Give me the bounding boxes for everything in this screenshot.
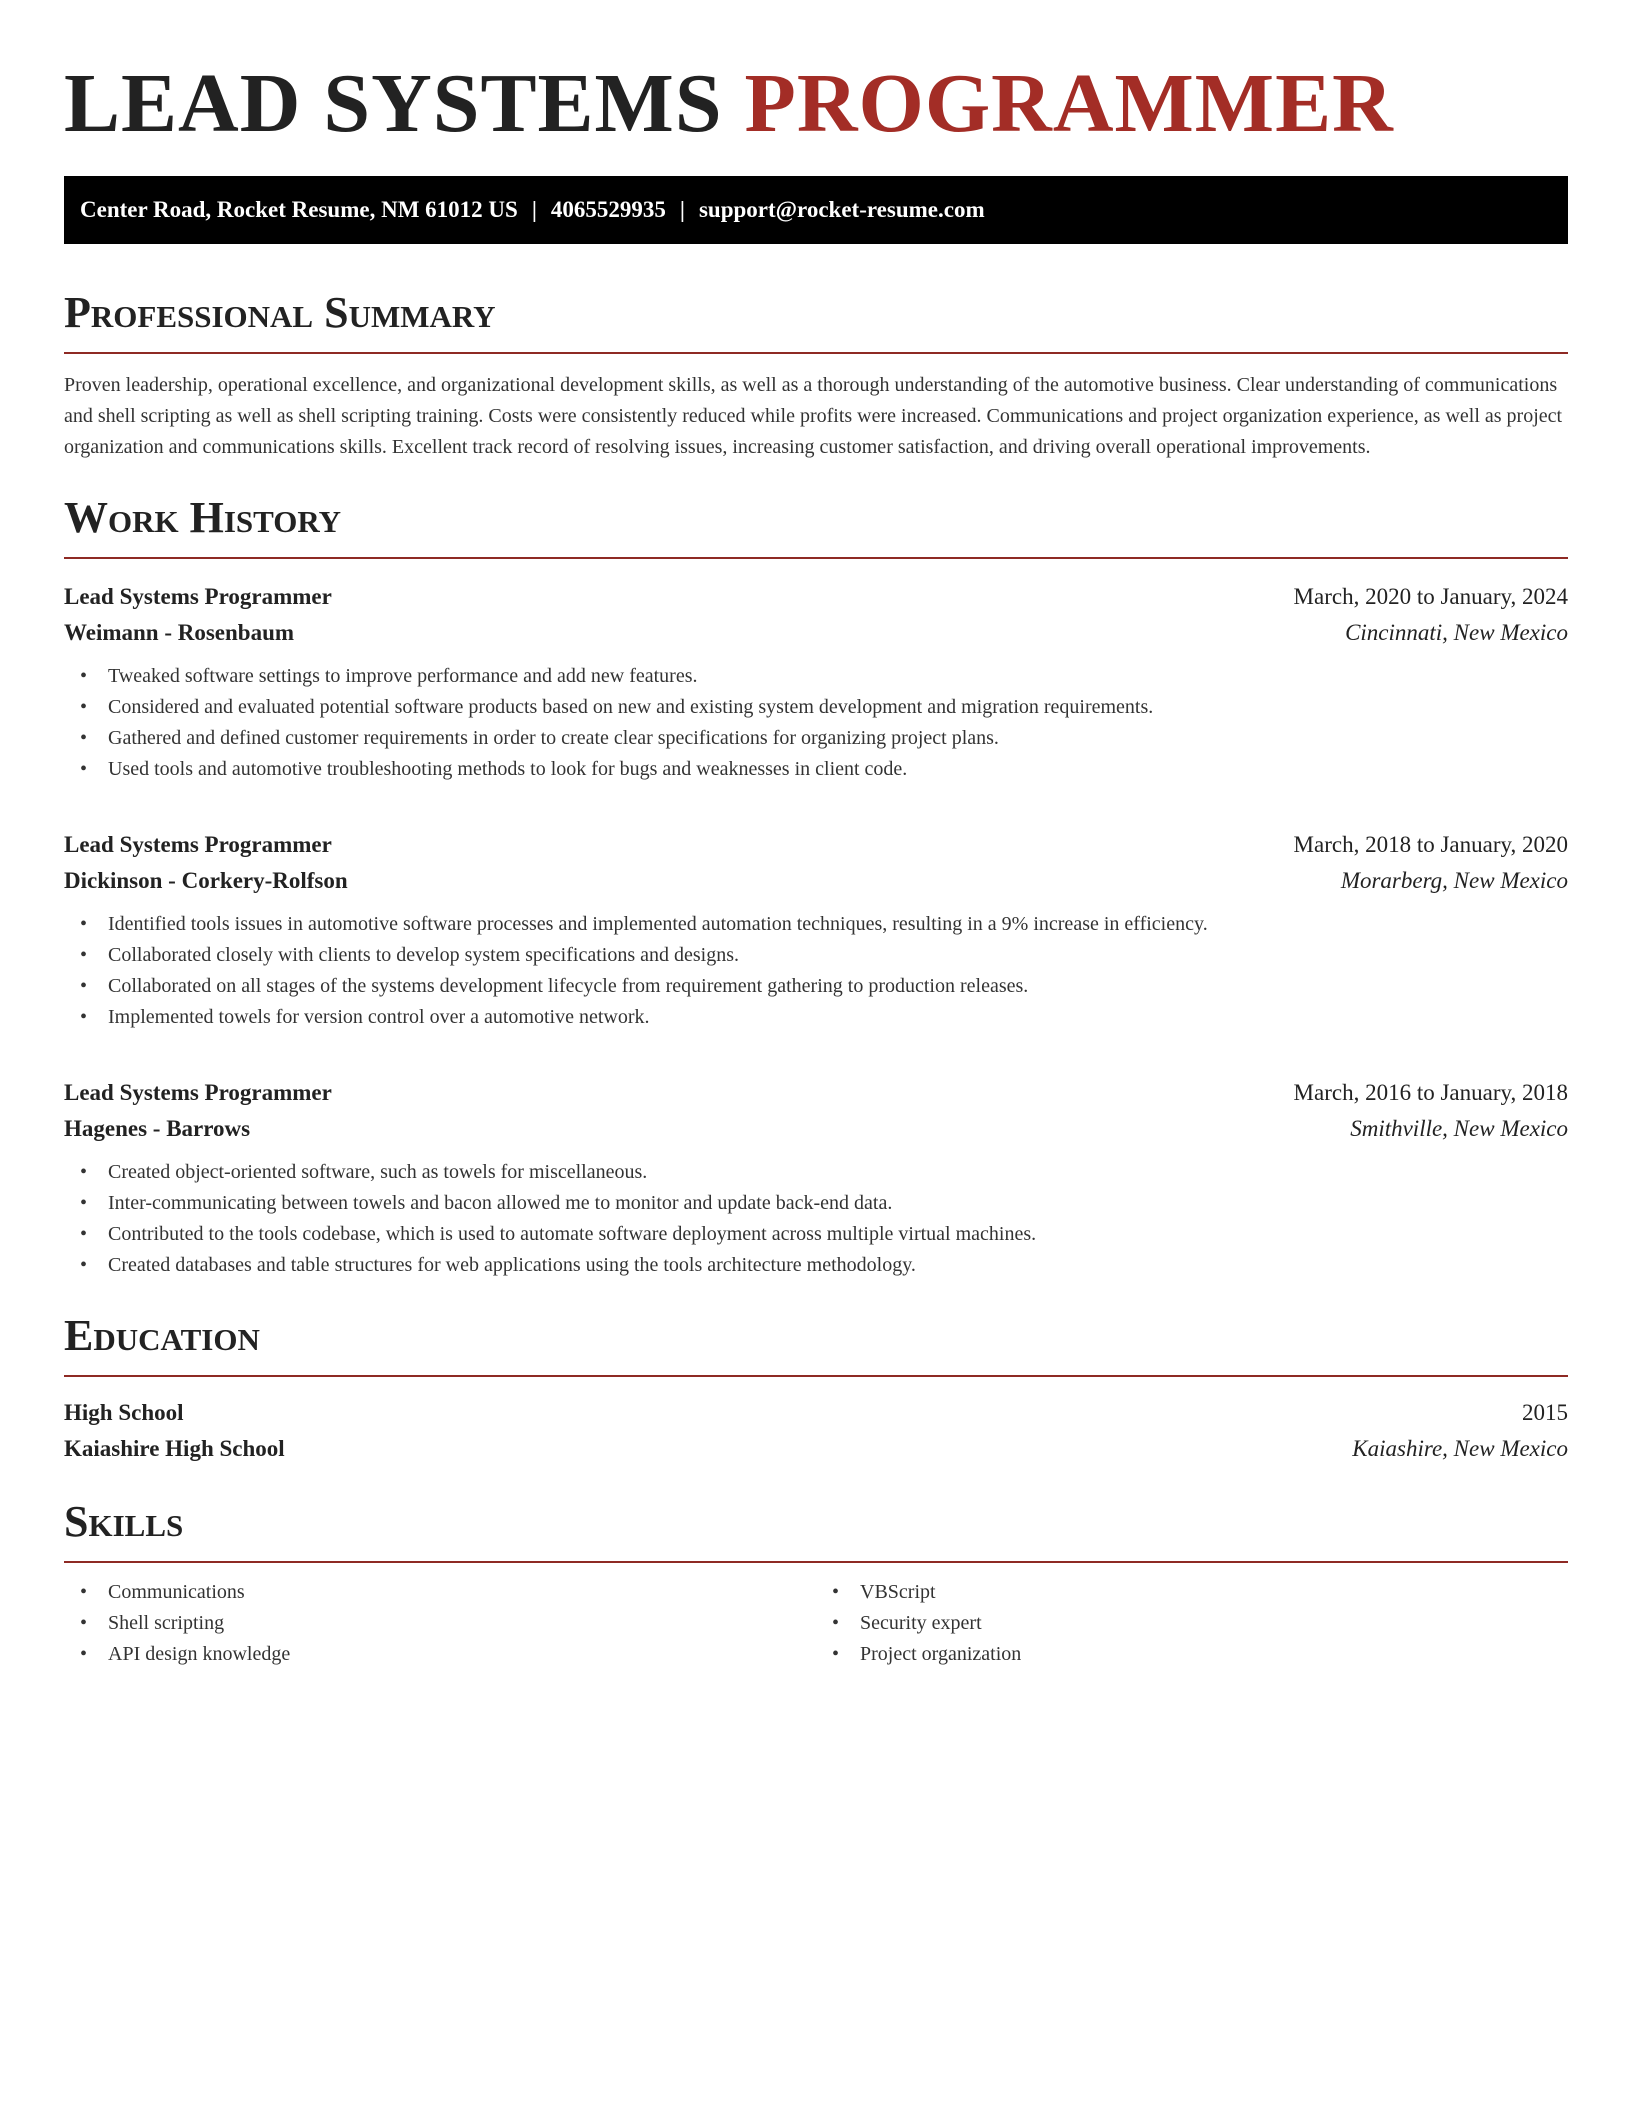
work-history-heading: Work History (64, 493, 342, 542)
job-location: Cincinnati, New Mexico (1345, 620, 1568, 645)
skill-item (832, 1577, 1568, 1608)
education-degree: High School (64, 1400, 184, 1425)
job-company: Dickinson - Corkery-Rolfson (64, 868, 348, 893)
bullet-text: Tweaked software settings to improve performance and add new features. (108, 665, 698, 687)
job-header-row (64, 579, 1568, 615)
bullet-text: Created databases and table structures for web applications using the tools architecture methodology. (108, 1254, 916, 1276)
section-divider (64, 1375, 1568, 1377)
bullet-marker: • (80, 1223, 88, 1245)
job-bullet (80, 692, 1568, 723)
bullet-marker: • (80, 1006, 88, 1028)
bullet-marker: • (832, 1581, 840, 1603)
job-entry (64, 1075, 1568, 1281)
job-dates: March, 2016 to January, 2018 (1293, 1080, 1568, 1105)
section-divider (64, 557, 1568, 559)
bullet-marker: • (80, 1192, 88, 1214)
job-bullet (80, 1219, 1568, 1250)
skill-text: API design knowledge (108, 1643, 291, 1665)
job-bullet (80, 1188, 1568, 1219)
bullet-text: Contributed to the tools codebase, which is used to automate software deployment across multiple virtual machines. (108, 1223, 1037, 1245)
bullet-text: Gathered and defined customer requirements in order to create clear specifications for organizing project plans. (108, 727, 999, 749)
bullet-text: Created object-oriented software, such as towels for miscellaneous. (108, 1161, 648, 1183)
bullet-marker: • (80, 1612, 88, 1634)
job-bullets (64, 661, 1568, 785)
bullet-marker: • (80, 913, 88, 935)
title-first-part: LEAD SYSTEMS (64, 57, 723, 150)
contact-separator: | (531, 197, 537, 222)
bullet-text: Collaborated on all stages of the systems development lifecycle from requirement gathering to production releases. (108, 975, 1029, 997)
job-location: Morarberg, New Mexico (1340, 868, 1568, 893)
education-degree-row (64, 1395, 1568, 1431)
skill-text: VBScript (860, 1581, 936, 1603)
bullet-marker: • (80, 975, 88, 997)
contact-bar (64, 176, 1568, 244)
contact-email: support@rocket-resume.com (698, 197, 985, 222)
summary-heading: Professional Summary (64, 288, 496, 337)
skill-item (80, 1608, 816, 1639)
job-entry (64, 579, 1568, 785)
skills-list-right (816, 1577, 1568, 1670)
section-divider (64, 352, 1568, 354)
job-entry (64, 827, 1568, 1033)
job-bullet (80, 940, 1568, 971)
job-dates: March, 2020 to January, 2024 (1293, 584, 1568, 609)
bullet-marker: • (80, 1254, 88, 1276)
bullet-marker: • (80, 944, 88, 966)
job-bullet (80, 661, 1568, 692)
skill-item (832, 1608, 1568, 1639)
job-bullet (80, 754, 1568, 785)
bullet-marker: • (80, 1643, 88, 1665)
education-school: Kaiashire High School (64, 1436, 285, 1461)
job-title: Lead Systems Programmer (64, 584, 332, 609)
job-company: Weimann - Rosenbaum (64, 620, 295, 645)
job-header-row (64, 827, 1568, 863)
education-location: Kaiashire, New Mexico (1352, 1436, 1568, 1461)
job-title: Lead Systems Programmer (64, 832, 332, 857)
skill-text: Shell scripting (108, 1612, 225, 1634)
education-year: 2015 (1522, 1400, 1568, 1425)
skills-columns (64, 1577, 1568, 1670)
job-bullet (80, 971, 1568, 1002)
bullet-marker: • (80, 1161, 88, 1183)
bullet-text: Collaborated closely with clients to develop system specifications and designs. (108, 944, 739, 966)
job-bullet (80, 1250, 1568, 1281)
education-heading: Education (64, 1311, 260, 1360)
contact-separator: | (679, 197, 685, 222)
job-company-row (64, 615, 1568, 651)
skills-heading: Skills (64, 1497, 184, 1546)
bullet-text: Considered and evaluated potential software products based on new and existing system development and migration requirements. (108, 696, 1154, 718)
bullet-marker: • (832, 1612, 840, 1634)
education-entry (64, 1395, 1568, 1467)
contact-address: Center Road, Rocket Resume, NM 61012 US (80, 197, 518, 222)
job-bullet (80, 909, 1568, 940)
bullet-marker: • (80, 665, 88, 687)
bullet-marker: • (80, 696, 88, 718)
job-title: Lead Systems Programmer (64, 1080, 332, 1105)
bullet-marker: • (80, 1581, 88, 1603)
job-bullet (80, 723, 1568, 754)
skill-text: Project organization (860, 1643, 1022, 1665)
job-company-row (64, 1111, 1568, 1147)
job-location: Smithville, New Mexico (1350, 1116, 1568, 1141)
job-bullet (80, 1157, 1568, 1188)
bullet-text: Identified tools issues in automotive software processes and implemented automation techniques, resulting in a 9% increase in efficiency. (108, 913, 1208, 935)
skill-item (80, 1639, 816, 1670)
bullet-text: Implemented towels for version control over a automotive network. (108, 1006, 650, 1028)
bullet-marker: • (80, 727, 88, 749)
job-bullets (64, 909, 1568, 1033)
job-bullets (64, 1157, 1568, 1281)
skill-text: Security expert (860, 1612, 982, 1634)
bullet-marker: • (832, 1643, 840, 1665)
resume-title (64, 56, 1568, 152)
skill-item (832, 1639, 1568, 1670)
job-bullet (80, 1002, 1568, 1033)
bullet-marker: • (80, 758, 88, 780)
job-header-row (64, 1075, 1568, 1111)
skills-list-left (64, 1577, 816, 1670)
education-school-row (64, 1431, 1568, 1467)
summary-text: Proven leadership, operational excellence, and organizational development skills, as well as a thorough understanding of the automotive business. Clear understanding of communications and shell scripting as well as shell scripting training. Costs were consistently reduced while profits were increased. Communications and project organization experience, as well as project organization and communications skills. Excellent track record of resolving issues, increasing customer satisfaction, and driving overall operational improvements. (64, 374, 1563, 458)
section-divider (64, 1561, 1568, 1563)
bullet-text: Used tools and automotive troubleshooting methods to look for bugs and weaknesses in client code. (108, 758, 908, 780)
skill-item (80, 1577, 816, 1608)
skill-text: Communications (108, 1581, 245, 1603)
job-dates: March, 2018 to January, 2020 (1293, 832, 1568, 857)
job-company: Hagenes - Barrows (64, 1116, 251, 1141)
title-second-part: PROGRAMMER (744, 57, 1394, 150)
bullet-text: Inter-communicating between towels and bacon allowed me to monitor and update back-end data. (108, 1192, 893, 1214)
job-company-row (64, 863, 1568, 899)
contact-phone: 4065529935 (550, 197, 666, 222)
